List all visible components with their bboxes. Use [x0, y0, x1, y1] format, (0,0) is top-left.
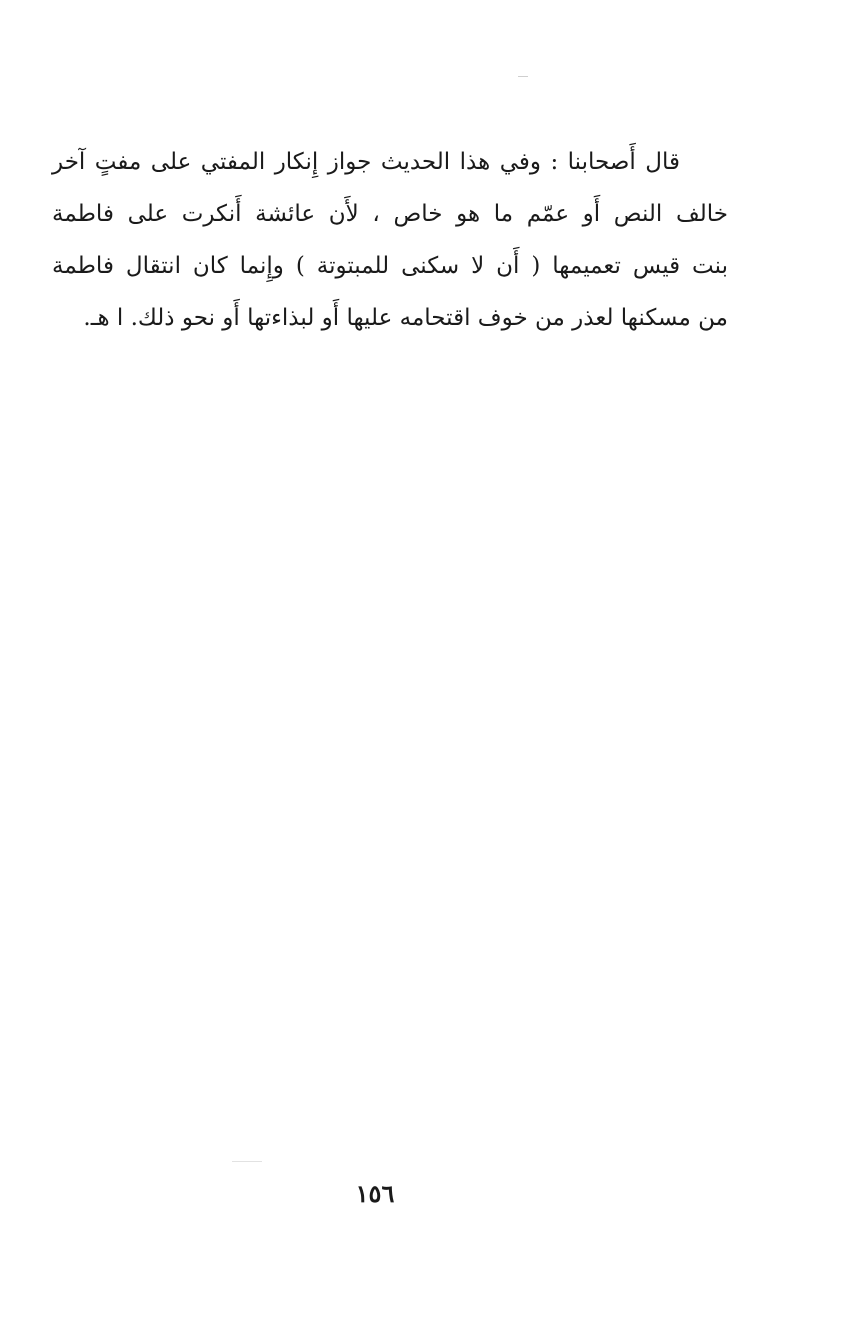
- text-line-4: من مسكنها لعذر من خوف اقتحامه عليها أَو لبذاءتها أَو نحو ذلك. ا هـ.: [83, 305, 728, 331]
- scan-mark-top: [518, 76, 528, 77]
- body-paragraph: [52, 136, 728, 344]
- text-line-2: خالف النص أَو عمّم ما هو خاص ، لأَن عائشة أَنكرت على فاطمة: [52, 201, 728, 227]
- scan-mark-bottom: [232, 1161, 262, 1162]
- page-number: ١٥٦: [355, 1179, 395, 1208]
- text-line-1: قال أَصحابنا : وفي هذا الحديث جواز إِنكار المفتي على مفتٍ آخر: [52, 149, 680, 175]
- text-line-3: بنت قيس تعميمها ( أَن لا سكنى للمبتوتة ) وإِنما كان انتقال فاطمة: [52, 253, 728, 279]
